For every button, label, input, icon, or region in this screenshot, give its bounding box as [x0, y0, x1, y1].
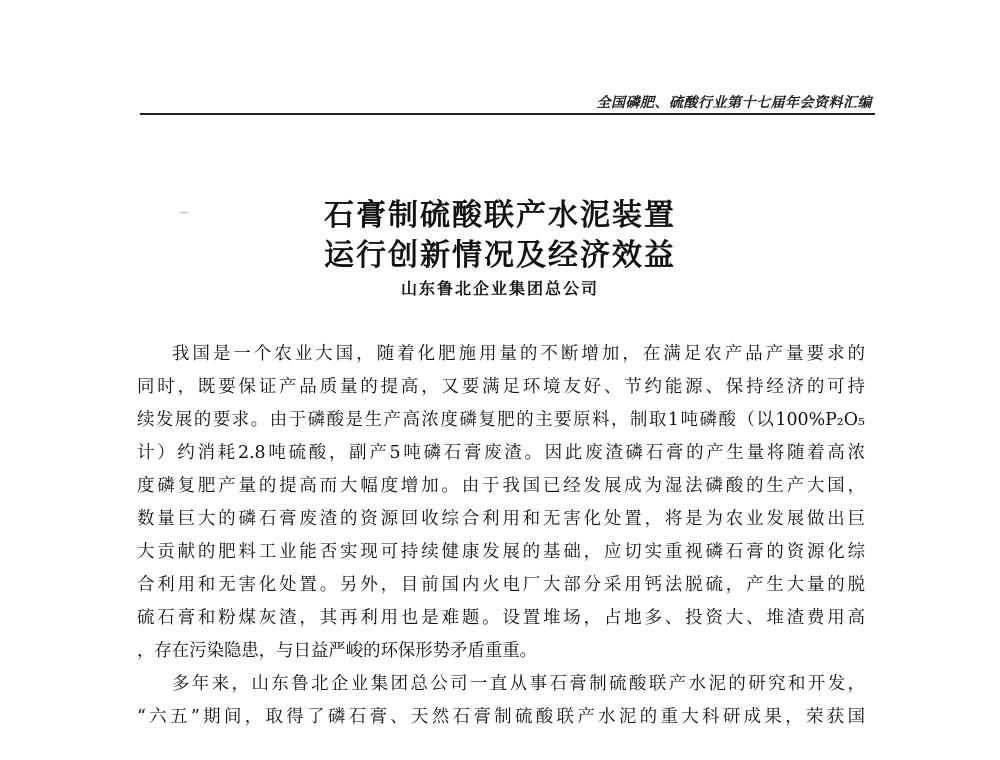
text-line: 我国是一个农业大国，随着化肥施用量的不断增加，在满足农产品产量要求的: [172, 344, 865, 364]
text-line: 多年来，山东鲁北企业集团总公司一直从事石膏制硫酸联产水泥的研究和开发，: [172, 674, 865, 694]
text-line: 度磷复肥产量的提高而大幅度增加。由于我国已经发展成为湿法磷酸的生产大国，: [137, 476, 865, 496]
text-line: “六五”期间，取得了磷石膏、天然石膏制硫酸联产水泥的重大科研成果，荣获国: [137, 707, 865, 727]
text-line: 硫石膏和粉煤灰渣，其再利用也是难题。设置堆场，占地多、投资大、堆渣费用高: [137, 608, 865, 628]
text-line: 合利用和无害化处置。另外，目前国内火电厂大部分采用钙法脱硫，产生大量的脱: [137, 575, 865, 595]
article-body: [137, 338, 865, 734]
text-line: 数量巨大的磷石膏废渣的资源回收综合利用和无害化处置，将是为农业发展做出巨: [137, 509, 865, 529]
text-line: ，存在污染隐患，与日益严峻的环保形势矛盾重重。: [137, 641, 537, 661]
article-title-line-2: 运行创新情况及经济效益: [324, 238, 676, 273]
paragraph-1: [137, 338, 865, 668]
article-author: 山东鲁北企业集团总公司: [400, 279, 599, 298]
text-line: 续发展的要求。由于磷酸是生产高浓度磷复肥的主要原料，制取1吨磷酸（以100%P₂O₅: [137, 410, 865, 430]
text-line: 计）约消耗2.8吨硫酸，副产5吨磷石膏废渣。因此废渣磷石膏的产生量将随着高浓: [137, 443, 865, 463]
header-rule: [140, 113, 875, 115]
text-line: 大贡献的肥料工业能否实现可持续健康发展的基础，应切实重视磷石膏的资源化综: [137, 542, 865, 562]
running-header-title: 全国磷肥、硫酸行业第十七届年会资料汇编: [596, 95, 872, 111]
paragraph-2: [137, 668, 865, 734]
text-line: 同时，既要保证产品质量的提高，又要满足环境友好、节约能源、保持经济的可持: [137, 377, 865, 397]
article-title-line-1: 石膏制硫酸联产水泥装置: [324, 198, 676, 233]
